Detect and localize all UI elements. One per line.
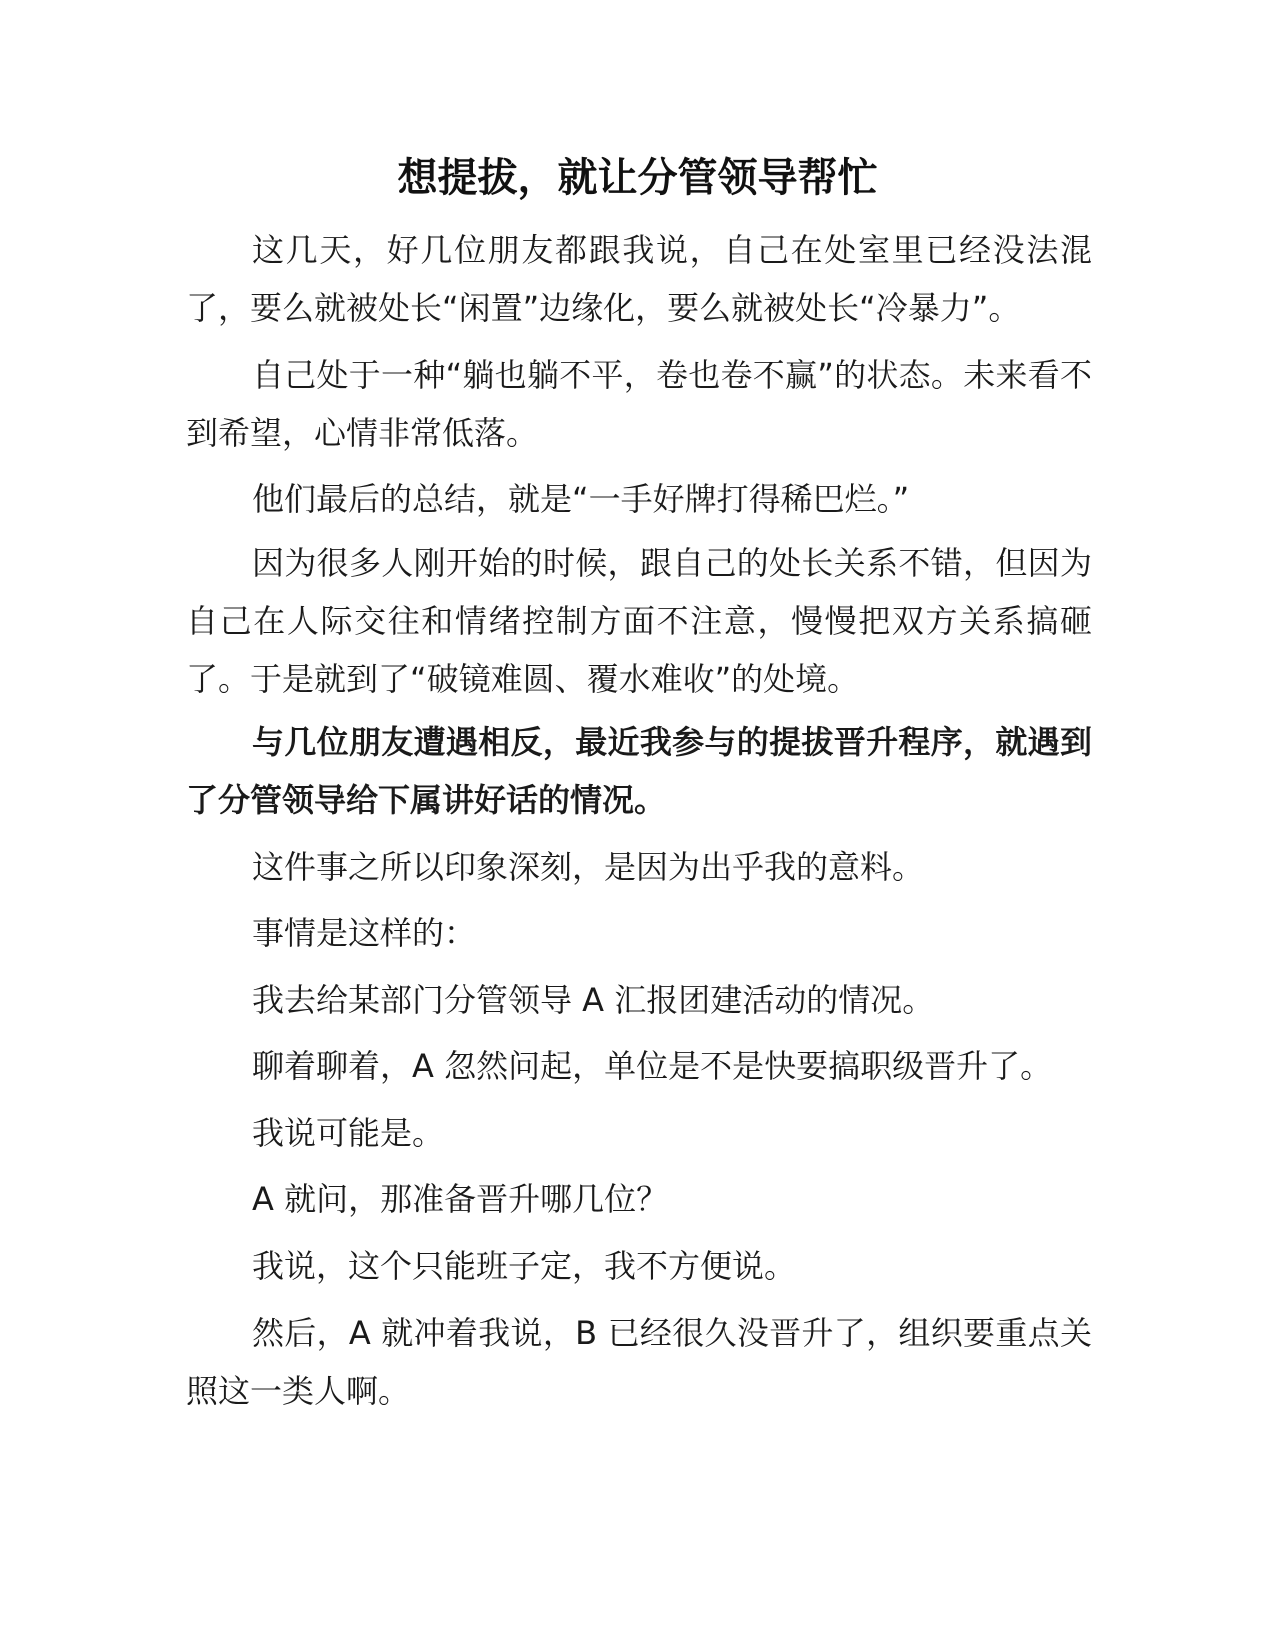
paragraph-8: 我去给某部门分管领导 A 汇报团建活动的情况。: [252, 981, 935, 1019]
paragraph-11: A 就问，那准备晋升哪几位？: [252, 1180, 669, 1218]
paragraph-2: 自己处于一种“躺也躺不平，卷也卷不赢”的状态。未来看不到希望，心情非常低落。: [186, 356, 1092, 452]
paragraph-13: 然后，A 就冲着我说，B 已经很久没晋升了，组织要重点关照这一类人啊。: [186, 1314, 1092, 1410]
paragraph-7: 事情是这样的：: [252, 914, 477, 952]
paragraph-1: 这几天，好几位朋友都跟我说，自己在处室里已经没法混了，要么就被处长“闲置”边缘化，要么就被处长“冷暴力”。: [186, 231, 1092, 327]
paragraph-10: 我说可能是。: [252, 1114, 445, 1152]
paragraph-3: 他们最后的总结，就是“一手好牌打得稀巴烂。”: [252, 480, 910, 518]
paragraph-5: 与几位朋友遭遇相反，最近我参与的提拔晋升程序，就遇到了分管领导给下属讲好话的情况。: [186, 723, 1092, 819]
paragraph-12: 我说，这个只能班子定，我不方便说。: [252, 1247, 797, 1285]
document-title: 想提拔，就让分管领导帮忙: [397, 155, 878, 201]
paragraph-4: 因为很多人刚开始的时候，跟自己的处长关系不错，但因为自己在人际交往和情绪控制方面不注意，慢慢把双方关系搞砸了。于是就到了“破镜难圆、覆水难收”的处境。: [186, 544, 1092, 698]
paragraph-9: 聊着聊着，A 忽然问起，单位是不是快要搞职级晋升了。: [252, 1047, 1053, 1085]
paragraph-6: 这件事之所以印象深刻，是因为出乎我的意料。: [252, 848, 925, 886]
